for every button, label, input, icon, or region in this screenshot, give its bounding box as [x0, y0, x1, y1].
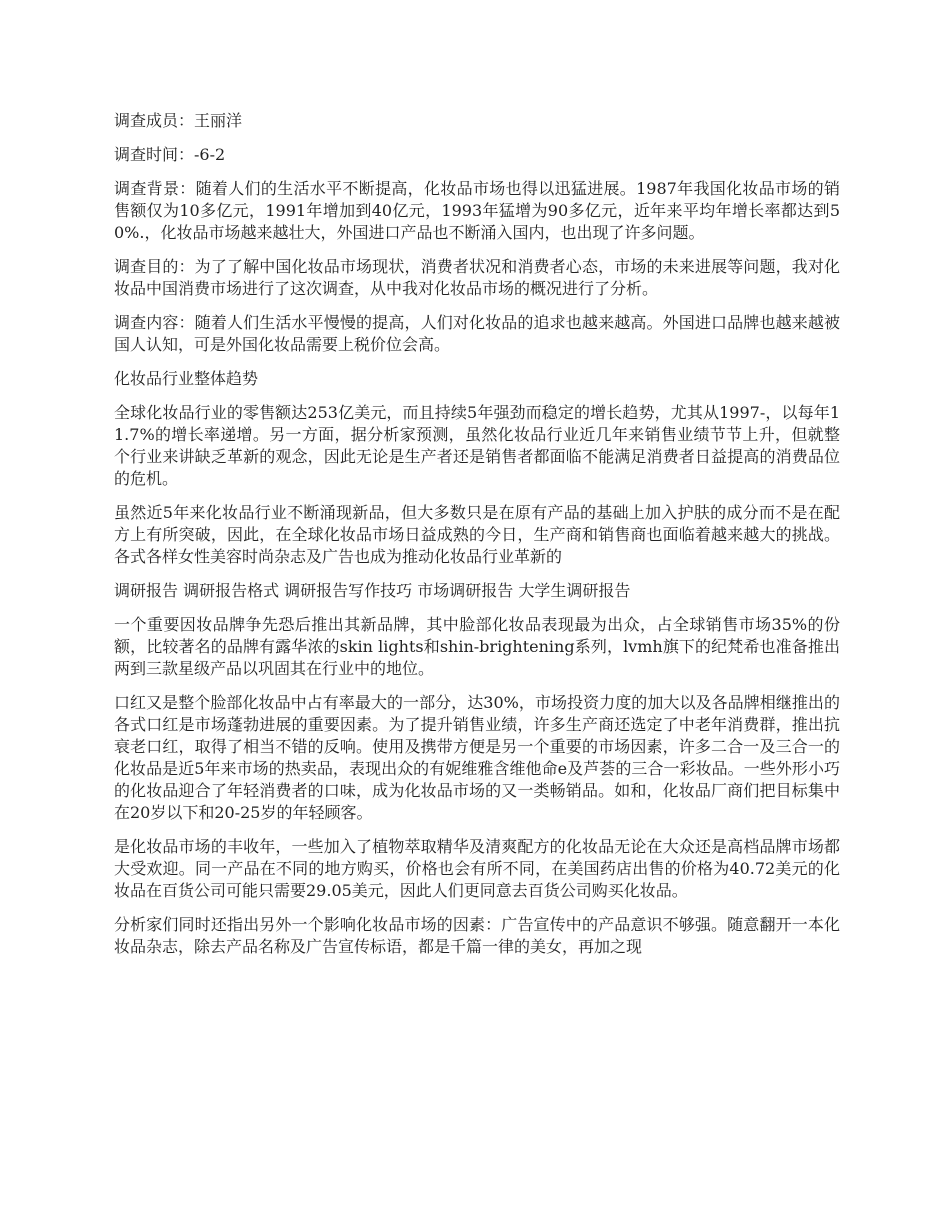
section-heading: 化妆品行业整体趋势	[114, 369, 259, 388]
paragraph-3: 一个重要因妆品牌争先恐后推出其新品牌，其中脸部化妆品表现最为出众，占全球销售市场35%的份额，比较著名的品牌有露华浓的skin lights和shin-brightening系列，lvmh旗下的纪梵希也准备推出两到三款星级产品以巩固其在行业中的地位。	[114, 615, 840, 678]
survey-purpose: 调查目的：为了了解中国化妆品市场现状，消费者状况和消费者心态，市场的未来进展等问题，我对化妆品中国消费市场进行了这次调查，从中我对化妆品市场的概况进行了分析。	[114, 257, 840, 298]
survey-content: 调查内容：随着人们生活水平慢慢的提高，人们对化妆品的追求也越来越高。外国进口品牌也越来越被国人认知，可是外国化妆品需要上税价位会高。	[114, 313, 840, 354]
document-body	[114, 110, 840, 970]
survey-members: 调查成员：王丽洋	[114, 111, 243, 130]
survey-time: 调查时间：-6-2	[114, 145, 226, 164]
paragraph-1: 全球化妆品行业的零售额达253亿美元，而且持续5年强劲而稳定的增长趋势，尤其从1997-，以每年11.7%的增长率递增。另一方面，据分析家预测，虽然化妆品行业近几年来销售业绩节节上升，但就整个行业来讲缺乏革新的观念，因此无论是生产者还是销售者都面临不能满足消费者日益提高的消费品位的危机。	[114, 403, 840, 488]
related-links: 调研报告 调研报告格式 调研报告写作技巧 市场调研报告 大学生调研报告	[114, 581, 631, 600]
paragraph-4: 口红又是整个脸部化妆品中占有率最大的一部分，达30%，市场投资力度的加大以及各品牌相继推出的各式口红是市场蓬勃进展的重要因素。为了提升销售业绩，许多生产商还选定了中老年消费群，推出抗衰老口红，取得了相当不错的反响。使用及携带方便是另一个重要的市场因素，许多二合一及三合一的化妆品是近5年来市场的热卖品，表现出众的有妮维雅含维他命e及芦荟的三合一彩妆品。一些外形小巧的化妆品迎合了年轻消费者的口味，成为化妆品市场的又一类畅销品。如和，化妆品厂商们把目标集中在20岁以下和20-25岁的年轻顾客。	[114, 693, 840, 822]
paragraph-6: 分析家们同时还指出另外一个影响化妆品市场的因素：广告宣传中的产品意识不够强。随意翻开一本化妆品杂志，除去产品名称及广告宣传标语，都是千篇一律的美女，再加之现	[114, 915, 840, 956]
paragraph-5: 是化妆品市场的丰收年，一些加入了植物萃取精华及清爽配方的化妆品无论在大众还是高档品牌市场都大受欢迎。同一产品在不同的地方购买，价格也会有所不同，在美国药店出售的价格为40.72美元的化妆品在百货公司可能只需要29.05美元，因此人们更同意去百货公司购买化妆品。	[114, 837, 840, 900]
survey-background: 调查背景：随着人们的生活水平不断提高，化妆品市场也得以迅猛进展。1987年我国化妆品市场的销售额仅为10多亿元，1991年增加到40亿元，1993年猛增为90多亿元，近年来平均年增长率都达到50%.，化妆品市场越来越壮大，外国进口产品也不断涌入国内，也出现了许多问题。	[114, 179, 840, 242]
paragraph-2: 虽然近5年来化妆品行业不断涌现新品，但大多数只是在原有产品的基础上加入护肤的成分而不是在配方上有所突破，因此，在全球化妆品市场日益成熟的今日，生产商和销售商也面临着越来越大的挑战。各式各样女性美容时尚杂志及广告也成为推动化妆品行业革新的	[114, 503, 840, 566]
